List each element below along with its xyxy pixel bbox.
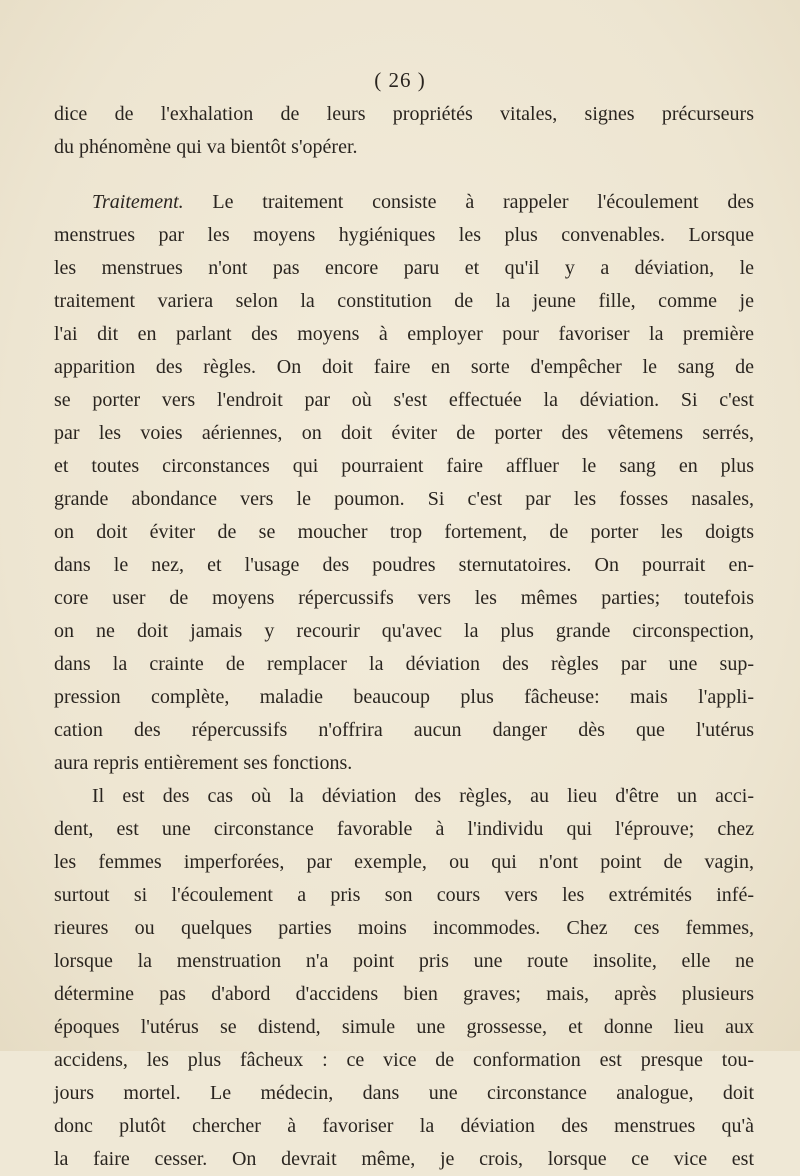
paragraph-2 xyxy=(54,186,754,780)
text-line: surtout si l'écoulement a pris son cours vers les extrémités infé- xyxy=(54,884,754,906)
text-line: la faire cesser. On devrait même, je crois, lorsque ce vice est xyxy=(54,1148,754,1170)
paragraph-1 xyxy=(54,98,754,164)
text-line: donc plutôt chercher à favoriser la déviation des menstrues qu'à xyxy=(54,1115,754,1137)
text-line: par les voies aériennes, on doit éviter de porter des vêtemens serrés, xyxy=(54,422,754,444)
text-line: on doit éviter de se moucher trop fortement, de porter les doigts xyxy=(54,521,754,543)
text-line: les menstrues n'ont pas encore paru et qu'il y a déviation, le xyxy=(54,257,754,279)
heading-line-rest: Le traitement consiste à rappeler l'écoulement des xyxy=(183,191,754,213)
text-line: traitement variera selon la constitution de la jeune fille, comme je xyxy=(54,290,754,312)
text-line: menstrues par les moyens hygiéniques les plus convenables. Lorsque xyxy=(54,224,754,246)
text-line: l'ai dit en parlant des moyens à employer pour favoriser la première xyxy=(54,323,754,345)
text-line: se porter vers l'endroit par où s'est effectuée la déviation. Si c'est xyxy=(54,389,754,411)
page-number: ( 26 ) xyxy=(374,68,426,92)
text-line: grande abondance vers le poumon. Si c'est par les fosses nasales, xyxy=(54,488,754,510)
page-text xyxy=(54,98,754,1176)
text-line xyxy=(54,186,754,219)
text-line: dice de l'exhalation de leurs propriétés vitales, signes précurseurs xyxy=(54,103,754,125)
text-line: on ne doit jamais y recourir qu'avec la plus grande circonspection, xyxy=(54,620,754,642)
text-line: aura repris entièrement ses fonctions. xyxy=(54,752,353,774)
text-line: détermine pas d'abord d'accidens bien graves; mais, après plusieurs xyxy=(54,983,754,1005)
text-line: du phénomène qui va bientôt s'opérer. xyxy=(54,136,358,158)
text-line: lorsque la menstruation n'a point pris une route insolite, elle ne xyxy=(54,950,754,972)
text-line: dent, est une circonstance favorable à l'individu qui l'éprouve; chez xyxy=(54,818,754,840)
section-heading: Traitement. xyxy=(92,191,184,213)
text-line: cation des répercussifs n'offrira aucun danger dès que l'utérus xyxy=(54,719,754,741)
text-line: rieures ou quelques parties moins incommodes. Chez ces femmes, xyxy=(54,917,754,939)
text-line: apparition des règles. On doit faire en sorte d'empêcher le sang de xyxy=(54,356,754,378)
text-line: core user de moyens répercussifs vers les mêmes parties; toutefois xyxy=(54,587,754,609)
paragraph-3 xyxy=(54,780,754,1176)
text-line: jours mortel. Le médecin, dans une circonstance analogue, doit xyxy=(54,1082,754,1104)
text-line: dans la crainte de remplacer la déviation des règles par une sup- xyxy=(54,653,754,675)
text-line: accidens, les plus fâcheux : ce vice de conformation est presque tou- xyxy=(54,1049,754,1071)
text-line: dans le nez, et l'usage des poudres sternutatoires. On pourrait en- xyxy=(54,554,754,576)
text-line: les femmes imperforées, par exemple, ou qui n'ont point de vagin, xyxy=(54,851,754,873)
text-line: pression complète, maladie beaucoup plus fâcheuse: mais l'appli- xyxy=(54,686,754,708)
text-line: et toutes circonstances qui pourraient faire affluer le sang en plus xyxy=(54,455,754,477)
text-line: Il est des cas où la déviation des règles, au lieu d'être un acci- xyxy=(92,785,754,807)
text-line: époques l'utérus se distend, simule une grossesse, et donne lieu aux xyxy=(54,1016,754,1038)
